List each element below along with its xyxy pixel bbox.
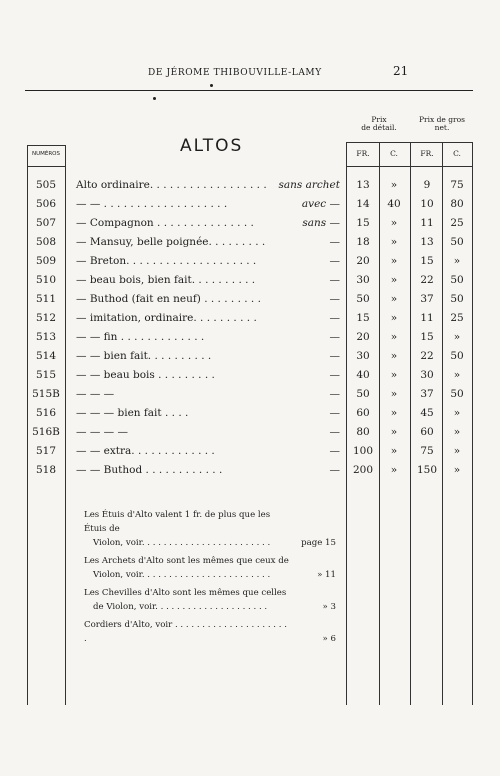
- table-row: [0, 255, 500, 274]
- table-row: [0, 388, 500, 407]
- table-rule: [346, 166, 472, 167]
- table-row: [0, 236, 500, 255]
- item-archet-note: sans archet: [278, 179, 340, 191]
- detail-francs: 100: [352, 445, 374, 457]
- table-row: [0, 331, 500, 350]
- gros-francs: 15: [420, 255, 434, 267]
- gros-centimes: »: [453, 445, 461, 457]
- numeros-header: NUMÉROS: [31, 151, 60, 157]
- gros-centimes: »: [453, 407, 461, 419]
- table-row: [0, 293, 500, 312]
- gros-francs: 13: [420, 236, 434, 248]
- fr-gros-header: FR.: [420, 149, 434, 158]
- gros-francs: 30: [420, 369, 434, 381]
- ornament-dot: [153, 97, 156, 100]
- item-number: 515: [35, 369, 57, 381]
- item-number: 511: [35, 293, 57, 305]
- detail-centimes: »: [390, 217, 398, 229]
- table-row: [0, 217, 500, 236]
- gros-francs: 22: [420, 350, 434, 362]
- item-number: 518: [35, 464, 57, 476]
- item-archet-note: —: [329, 331, 340, 343]
- note-page-ref: page 15: [301, 538, 336, 548]
- item-archet-note: —: [329, 255, 340, 267]
- header-rule: [25, 90, 473, 91]
- gros-francs: 15: [420, 331, 434, 343]
- item-description: — beau bois, bien fait. . . . . . . . . .: [76, 274, 256, 286]
- ornament-dot: [210, 84, 213, 87]
- detail-francs: 30: [356, 274, 370, 286]
- gros-centimes: 50: [450, 293, 464, 305]
- item-description: — — — bien fait . . . .: [76, 407, 189, 419]
- gros-centimes: »: [453, 464, 461, 476]
- item-archet-note: —: [329, 350, 340, 362]
- item-number: 515B: [32, 388, 60, 400]
- gros-francs: 11: [420, 312, 434, 324]
- gros-centimes: »: [453, 426, 461, 438]
- table-row: [0, 312, 500, 331]
- table-rule: [27, 166, 65, 167]
- detail-centimes: »: [390, 388, 398, 400]
- gros-francs: 75: [420, 445, 434, 457]
- item-number: 505: [35, 179, 57, 191]
- table-rule: [27, 145, 65, 146]
- item-number: 514: [35, 350, 57, 362]
- detail-centimes: »: [390, 426, 398, 438]
- item-archet-note: sans —: [302, 217, 340, 229]
- item-description: — Mansuy, belle poignée. . . . . . . . .: [76, 236, 266, 248]
- item-archet-note: avec —: [301, 198, 340, 210]
- table-row: [0, 445, 500, 464]
- gros-centimes: 50: [450, 236, 464, 248]
- gros-centimes: 50: [450, 388, 464, 400]
- gros-centimes: »: [453, 331, 461, 343]
- prix-gros-header: [412, 116, 472, 132]
- gros-francs: 37: [420, 388, 434, 400]
- gros-francs: 11: [420, 217, 434, 229]
- cross-reference-notes: [84, 508, 336, 650]
- detail-centimes: »: [390, 464, 398, 476]
- gros-francs: 22: [420, 274, 434, 286]
- table-row: [0, 369, 500, 388]
- gros-centimes: 50: [450, 274, 464, 286]
- detail-francs: 14: [356, 198, 370, 210]
- note-page-ref: » 11: [317, 570, 336, 580]
- detail-francs: 20: [356, 255, 370, 267]
- gros-centimes: »: [453, 255, 461, 267]
- gros-centimes: »: [453, 369, 461, 381]
- note-chevilles: [84, 586, 336, 614]
- item-archet-note: —: [329, 388, 340, 400]
- item-archet-note: —: [329, 236, 340, 248]
- item-description: Alto ordinaire. . . . . . . . . . . . . . . . . .: [76, 179, 267, 191]
- note-etuis: [84, 508, 336, 550]
- item-archet-note: —: [329, 426, 340, 438]
- detail-centimes: »: [390, 274, 398, 286]
- section-title: ALTOS: [180, 136, 244, 156]
- detail-francs: 50: [356, 293, 370, 305]
- table-row: [0, 274, 500, 293]
- note-line: Violon, voir. . . . . . . . . . . . . . . . . . . . . . . .: [93, 570, 271, 580]
- detail-francs: 80: [356, 426, 370, 438]
- fr-detail-header: FR.: [356, 149, 370, 158]
- detail-francs: 30: [356, 350, 370, 362]
- item-archet-note: —: [329, 293, 340, 305]
- note-line: Les Étuis d'Alto valent 1 fr. de plus que les Étuis de: [84, 510, 271, 534]
- note-page-ref: » 3: [322, 602, 336, 612]
- item-archet-note: —: [329, 274, 340, 286]
- item-archet-note: —: [329, 369, 340, 381]
- gros-centimes: 80: [450, 198, 464, 210]
- item-number: 510: [35, 274, 57, 286]
- gros-francs: 60: [420, 426, 434, 438]
- prix-detail-line: de détail.: [361, 123, 397, 132]
- item-number: 513: [35, 331, 57, 343]
- detail-francs: 18: [356, 236, 370, 248]
- detail-centimes: »: [390, 350, 398, 362]
- note-cordiers: [84, 618, 336, 646]
- prix-gros-line: Prix de gros: [418, 115, 466, 124]
- gros-centimes: 25: [450, 217, 464, 229]
- item-number: 516: [35, 407, 57, 419]
- table-row: [0, 350, 500, 369]
- gros-francs: 37: [420, 293, 434, 305]
- item-description: — Compagnon . . . . . . . . . . . . . . .: [76, 217, 254, 229]
- item-number: 508: [35, 236, 57, 248]
- item-description: — — Buthod . . . . . . . . . . . .: [76, 464, 223, 476]
- gros-francs: 10: [420, 198, 434, 210]
- table-row: [0, 407, 500, 426]
- gros-francs: 45: [420, 407, 434, 419]
- note-line: Violon, voir. . . . . . . . . . . . . . . . . . . . . . . .: [93, 538, 271, 548]
- c-gros-header: C.: [453, 149, 461, 158]
- gros-centimes: 25: [450, 312, 464, 324]
- page-number: 21: [393, 64, 409, 78]
- detail-centimes: »: [390, 407, 398, 419]
- prix-detail-line: Prix: [371, 115, 387, 124]
- detail-centimes: »: [390, 236, 398, 248]
- c-detail-header: C.: [390, 149, 398, 158]
- item-archet-note: —: [329, 445, 340, 457]
- item-description: — — — —: [76, 426, 129, 438]
- item-archet-note: —: [329, 312, 340, 324]
- item-description: — Breton. . . . . . . . . . . . . . . . . . . .: [76, 255, 257, 267]
- detail-centimes: »: [390, 179, 398, 191]
- item-number: 517: [35, 445, 57, 457]
- item-number: 506: [35, 198, 57, 210]
- detail-centimes: »: [390, 312, 398, 324]
- detail-centimes: »: [390, 369, 398, 381]
- item-number: 516B: [32, 426, 60, 438]
- note-line: Les Chevilles d'Alto sont les mêmes que celles: [84, 588, 287, 598]
- detail-francs: 60: [356, 407, 370, 419]
- detail-francs: 50: [356, 388, 370, 400]
- item-number: 507: [35, 217, 57, 229]
- item-number: 509: [35, 255, 57, 267]
- item-description: — — extra. . . . . . . . . . . . .: [76, 445, 215, 457]
- item-archet-note: —: [329, 464, 340, 476]
- detail-centimes: »: [390, 255, 398, 267]
- item-description: — — bien fait. . . . . . . . . .: [76, 350, 212, 362]
- note-line: Les Archets d'Alto sont les mêmes que ceux de: [84, 556, 289, 566]
- detail-centimes: 40: [387, 198, 401, 210]
- table-row: [0, 198, 500, 217]
- detail-francs: 13: [356, 179, 370, 191]
- item-number: 512: [35, 312, 57, 324]
- detail-francs: 40: [356, 369, 370, 381]
- prix-detail-header: [348, 116, 410, 132]
- gros-centimes: 75: [450, 179, 464, 191]
- item-description: — — fin . . . . . . . . . . . . .: [76, 331, 205, 343]
- item-description: — — beau bois . . . . . . . . .: [76, 369, 215, 381]
- running-head: DE JÉROME THIBOUVILLE-LAMY: [148, 68, 322, 78]
- note-line: de Violon, voir. . . . . . . . . . . . . . . . . . . . .: [93, 602, 268, 612]
- note-archets: [84, 554, 336, 582]
- item-description: — Buthod (fait en neuf) . . . . . . . . .: [76, 293, 261, 305]
- table-row: [0, 426, 500, 445]
- detail-centimes: »: [390, 293, 398, 305]
- table-row: [0, 179, 500, 198]
- detail-centimes: »: [390, 331, 398, 343]
- detail-centimes: »: [390, 445, 398, 457]
- gros-centimes: 50: [450, 350, 464, 362]
- item-description: — — . . . . . . . . . . . . . . . . . . .: [76, 198, 228, 210]
- detail-francs: 20: [356, 331, 370, 343]
- gros-francs: 150: [416, 464, 438, 476]
- table-row: [0, 464, 500, 483]
- prix-gros-line: net.: [434, 123, 450, 132]
- item-description: — — —: [76, 388, 115, 400]
- detail-francs: 200: [352, 464, 374, 476]
- item-description: — imitation, ordinaire. . . . . . . . . .: [76, 312, 257, 324]
- item-archet-note: —: [329, 407, 340, 419]
- note-line: Cordiers d'Alto, voir . . . . . . . . . . . . . . . . . . . . . .: [84, 620, 287, 644]
- gros-francs: 9: [423, 179, 431, 191]
- note-page-ref: » 6: [322, 634, 336, 644]
- table-rule: [346, 142, 472, 143]
- detail-francs: 15: [356, 217, 370, 229]
- detail-francs: 15: [356, 312, 370, 324]
